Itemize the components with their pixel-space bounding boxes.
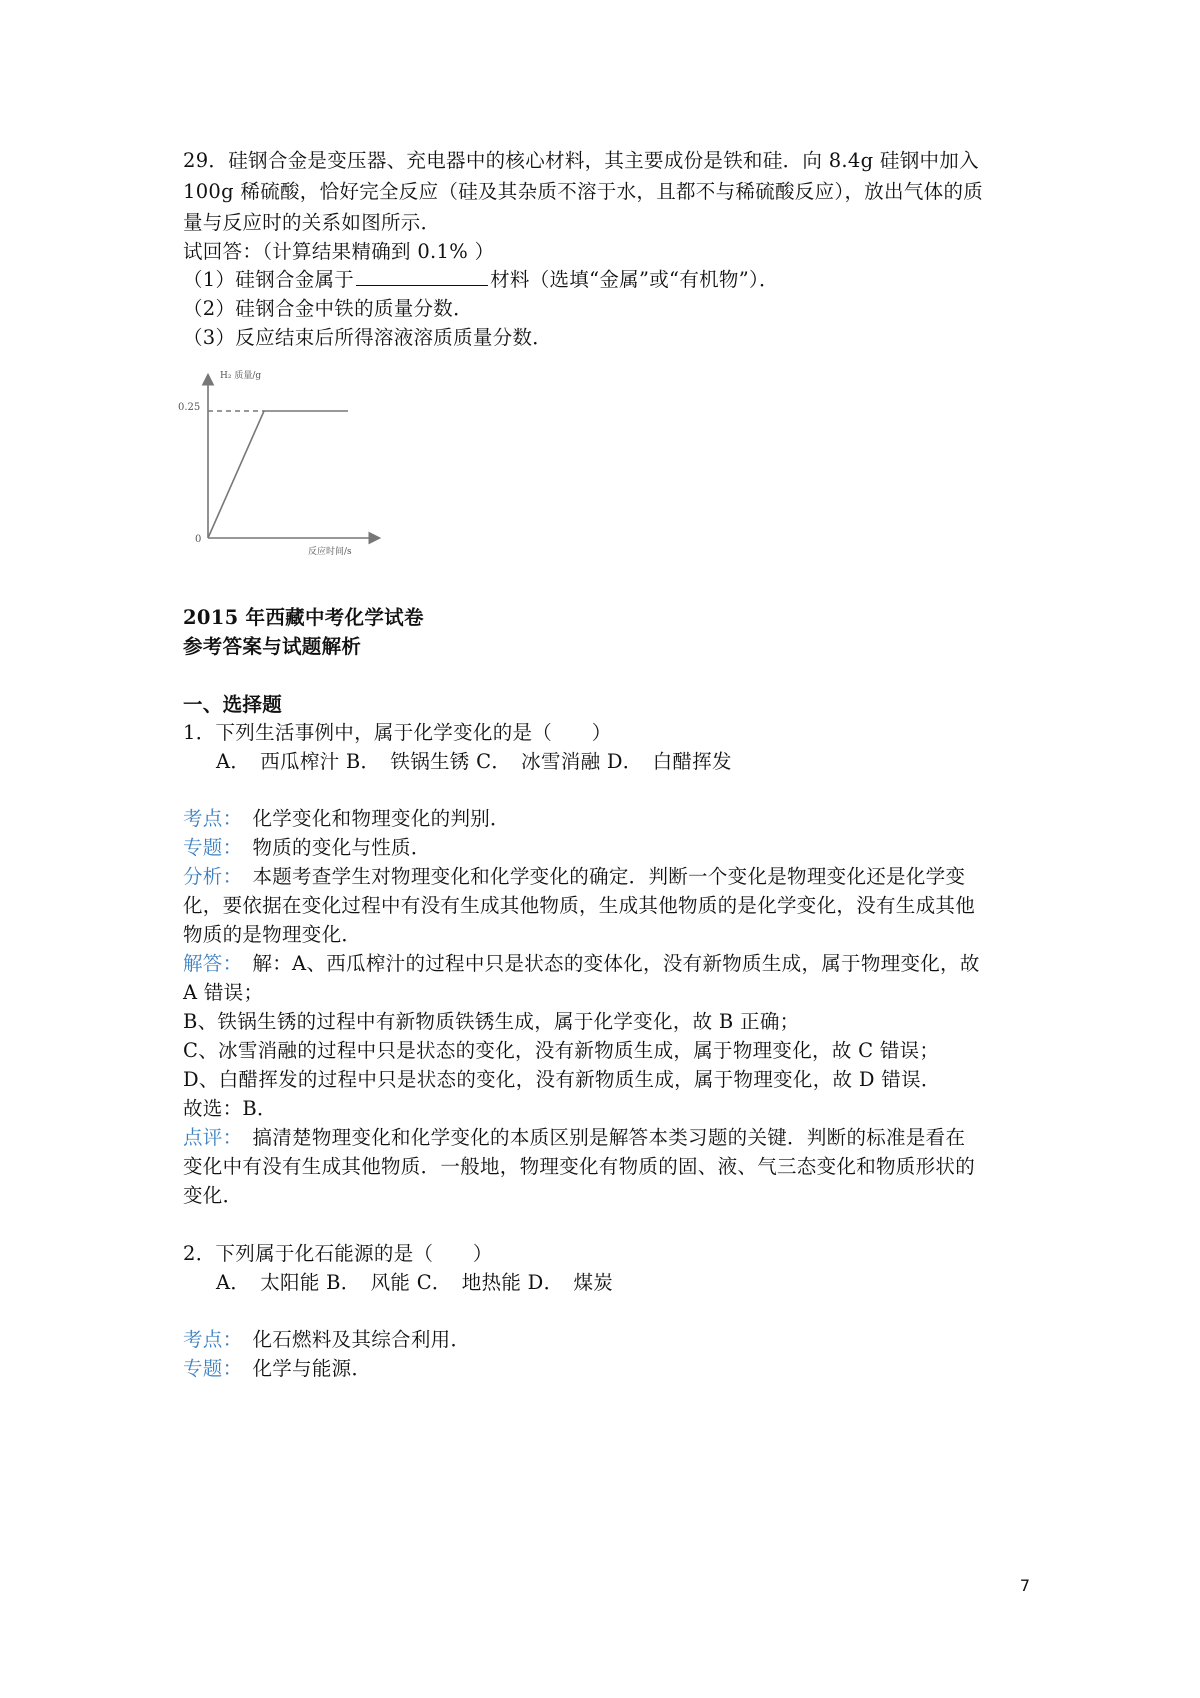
jieda-text-6: 故选：B． <box>183 1097 277 1120</box>
q29-line2: 100g 稀硫酸，恰好完全反应（硅及其杂质不溶于水，且都不与稀硫酸反应），放出气体的质 <box>183 180 984 203</box>
q29-sub3: （3）反应结束后所得溶液溶质质量分数． <box>183 326 553 349</box>
q29-sub2: （2）硅钢合金中铁的质量分数． <box>183 297 473 320</box>
dianping-text-3: 变化． <box>183 1184 243 1207</box>
q29-instruction: 试回答：（计算结果精确到 0.1% ） <box>183 240 495 263</box>
kaodian-text: 化石燃料及其综合利用． <box>232 1328 471 1351</box>
jieda-text-4: C、冰雪消融的过程中只是状态的变化，没有新物质生成，属于物理变化，故 C 错误； <box>183 1039 940 1062</box>
series-line <box>208 411 348 538</box>
q2-stem: 2．下列属于化石能源的是（ ） <box>183 1242 493 1265</box>
dianping-label: 点评： <box>183 1126 233 1149</box>
q1-dianping <box>183 1122 1033 1154</box>
kaodian-label: 考点： <box>183 1328 233 1351</box>
fenxi-text-1: 本题考查学生对物理变化和化学变化的确定．判断一个变化是物理变化还是化学变 <box>232 865 966 888</box>
fenxi-text-3: 物质的是物理变化． <box>183 923 362 946</box>
origin-label: 0 <box>195 534 202 545</box>
q29-line3: 量与反应时的关系如图所示． <box>183 211 441 234</box>
section-heading: 一、选择题 <box>183 693 283 716</box>
q2-kaodian <box>183 1324 1033 1356</box>
q29-sub1-suffix: 材料（选填“金属”或“有机物”）． <box>490 268 779 291</box>
kaodian-label: 考点： <box>183 807 233 830</box>
q1-stem: 1．下列生活事例中，属于化学变化的是（ ） <box>183 721 612 744</box>
answer-subtitle: 参考答案与试题解析 <box>183 635 362 658</box>
x-axis-label: 反应时间/s <box>308 547 352 557</box>
q1-fenxi <box>183 861 1033 893</box>
h2-mass-graph <box>178 368 418 558</box>
y-axis-label: H₂ 质量/g <box>220 371 262 381</box>
jieda-text-1: 解：A、西瓜榨汁的过程中只是状态的变体化，没有新物质生成，属于物理变化，故 <box>232 952 980 975</box>
dianping-text-2: 变化中有没有生成其他物质．一般地，物理变化有物质的固、液、气三态变化和物质形状的 <box>183 1155 976 1178</box>
jieda-text-5: D、白醋挥发的过程中只是状态的变化，没有新物质生成，属于物理变化，故 D 错误． <box>183 1068 941 1091</box>
q2-zhuanti <box>183 1353 1033 1385</box>
jieda-text-2: A 错误； <box>183 981 264 1004</box>
zhuanti-text: 化学与能源． <box>232 1357 372 1380</box>
q1-options: A． 西瓜榨汁 B． 铁锅生锈 C． 冰雪消融 D． 白醋挥发 <box>216 750 732 773</box>
jieda-label: 解答： <box>183 952 233 975</box>
fenxi-text-2: 化，要依据在变化过程中有没有生成其他物质，生成其他物质的是化学变化，没有生成其他 <box>183 894 976 917</box>
q1-kaodian <box>183 803 1033 835</box>
q29-sub1-prefix: （1）硅钢合金属于 <box>183 268 355 291</box>
jieda-text-3: B、铁锅生锈的过程中有新物质铁锈生成，属于化学变化，故 B 正确； <box>183 1010 800 1033</box>
fenxi-label: 分析： <box>183 865 233 888</box>
page-number: 7 <box>1019 1576 1030 1595</box>
answer-blank <box>356 267 488 286</box>
kaodian-text: 化学变化和物理变化的判别． <box>232 807 510 830</box>
zhuanti-label: 专题： <box>183 836 233 859</box>
q2-options: A． 太阳能 B． 风能 C． 地热能 D． 煤炭 <box>216 1271 614 1294</box>
zhuanti-text: 物质的变化与性质． <box>232 836 431 859</box>
q29-sub1 <box>183 264 1033 296</box>
q1-zhuanti <box>183 832 1033 864</box>
q1-jieda <box>183 948 1033 980</box>
y-tick-label: 0.25 <box>178 402 201 413</box>
dianping-text-1: 搞清楚物理变化和化学变化的本质区别是解答本类习题的关键．判断的标准是看在 <box>232 1126 966 1149</box>
q29-line1: 29．硅钢合金是变压器、充电器中的核心材料，其主要成份是铁和硅．向 8.4g 硅钢中加入 <box>183 149 979 172</box>
zhuanti-label: 专题： <box>183 1357 233 1380</box>
answer-title: 2015 年西藏中考化学试卷 <box>183 606 424 629</box>
